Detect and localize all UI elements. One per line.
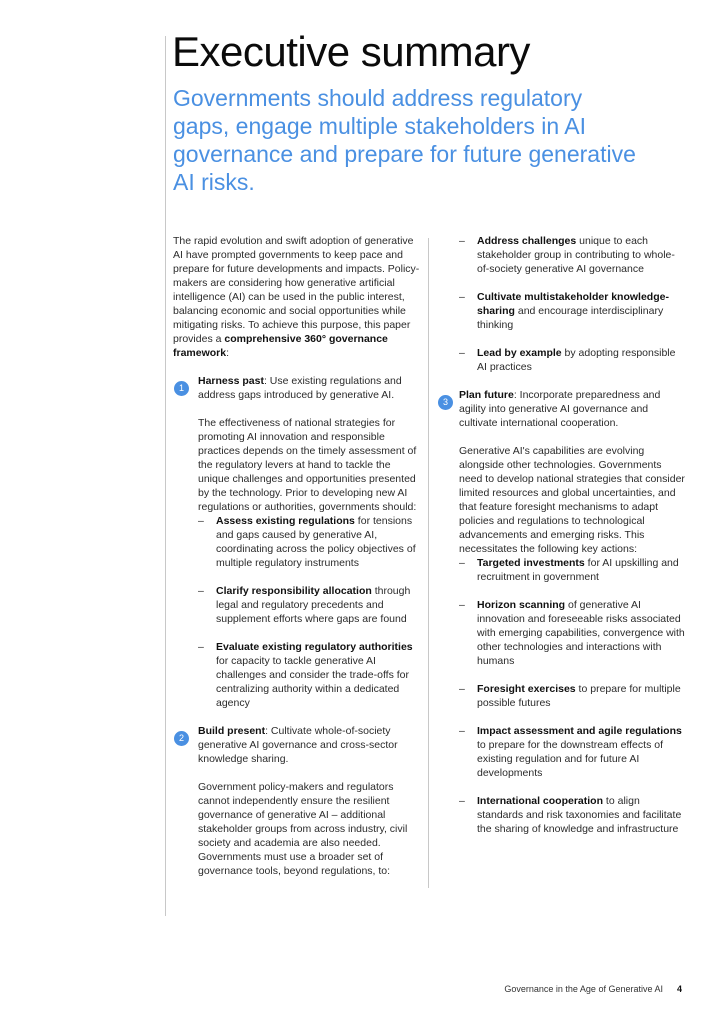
list-item: – Clarify responsibility allocation through legal and regulatory precedents and supplement efforts where gaps are found xyxy=(198,584,425,626)
section-plan-future xyxy=(442,388,687,836)
left-column xyxy=(173,234,425,878)
list-item: – Evaluate existing regulatory authorities for capacity to tackle generative AI challenges and consider the trade-offs for centralizing authority within a dedicated agency xyxy=(198,640,425,710)
list-item: – Horizon scanning of generative AI innovation and foreseeable risks associated with emerging capabilities, convergence with other technologies and interactions with humans xyxy=(459,598,687,668)
page-subtitle: Governments should address regulatory gaps, engage multiple stakeholders in AI governance and prepare for future generative AI risks. xyxy=(173,85,636,195)
page-footer xyxy=(0,984,682,994)
section-harness-past xyxy=(173,374,425,710)
column-divider xyxy=(428,238,429,888)
page-title: Executive summary xyxy=(172,28,530,75)
action-list xyxy=(198,514,425,710)
list-item: – Impact assessment and agile regulations to prepare for the downstream effects of existing regulation and for future AI developments xyxy=(459,724,687,780)
section-body: The effectiveness of national strategies for promoting AI innovation and responsible practices depends on the timely assessment of the regulatory levers at hand to tackle the unique challenges and opportunities presented by the technology. Prior to developing new AI regulations or authorities, governments should: xyxy=(198,417,417,513)
list-item: – Cultivate multistakeholder knowledge-sharing and encourage interdisciplinary thinking xyxy=(459,290,687,332)
page-number: 4 xyxy=(676,984,682,994)
action-list xyxy=(459,556,687,836)
intro-paragraph: The rapid evolution and swift adoption of generative AI have prompted governments to keep pace and prepare for future developments and impacts. Policy-makers are considering how generative artificial intelligence (AI) can be used in the public interest, balancing economic and social opportunities while mitigating risks. To achieve this purpose, this paper provides a comprehensive 360° governance framework: xyxy=(173,235,420,359)
section-heading: Harness past: Use existing regulations and address gaps introduced by generative AI. xyxy=(198,375,402,401)
list-item: – Address challenges unique to each stakeholder group in contributing to whole-of-society generative AI governance xyxy=(459,234,687,276)
section-heading: Plan future: Incorporate preparedness and agility into generative AI governance and cultivate international cooperation. xyxy=(459,389,661,429)
action-list xyxy=(459,234,687,374)
right-column xyxy=(442,234,687,836)
list-item: – Lead by example by adopting responsible AI practices xyxy=(459,346,687,374)
list-item: – Targeted investments for AI upskilling and recruitment in government xyxy=(459,556,687,584)
left-margin-rule xyxy=(165,36,166,916)
list-item: – Assess existing regulations for tensions and gaps caused by generative AI, coordinating across the policy objectives of multiple regulatory instruments xyxy=(198,514,425,570)
section-build-present xyxy=(173,724,425,878)
section-number-badge: 3 xyxy=(438,395,453,410)
section-number-badge: 2 xyxy=(174,731,189,746)
section-heading: Build present: Cultivate whole-of-society generative AI governance and cross-sector knowledge sharing. xyxy=(198,725,398,765)
section-number-badge: 1 xyxy=(174,381,189,396)
list-item: – Foresight exercises to prepare for multiple possible futures xyxy=(459,682,687,710)
intro-emphasis: comprehensive 360° governance framework xyxy=(173,333,388,359)
publication-title: Governance in the Age of Generative AI xyxy=(504,984,663,994)
section-body: Generative AI's capabilities are evolving alongside other technologies. Governments need to develop national strategies that consider limited resources and global uncertainties, and that feature foresight mechanisms to adapt policies and regulations to technological advancements and emerging risks. This necessitates the following key actions: xyxy=(459,445,685,555)
section-body: Government policy-makers and regulators cannot independently ensure the resilient governance of generative AI – additional stakeholder groups from across industry, civil society and academia are also needed. Governments must use a broader set of governance tools, beyond regulations, to: xyxy=(198,781,408,877)
list-item: – International cooperation to align standards and risk taxonomies and facilitate the sharing of knowledge and infrastructure xyxy=(459,794,687,836)
